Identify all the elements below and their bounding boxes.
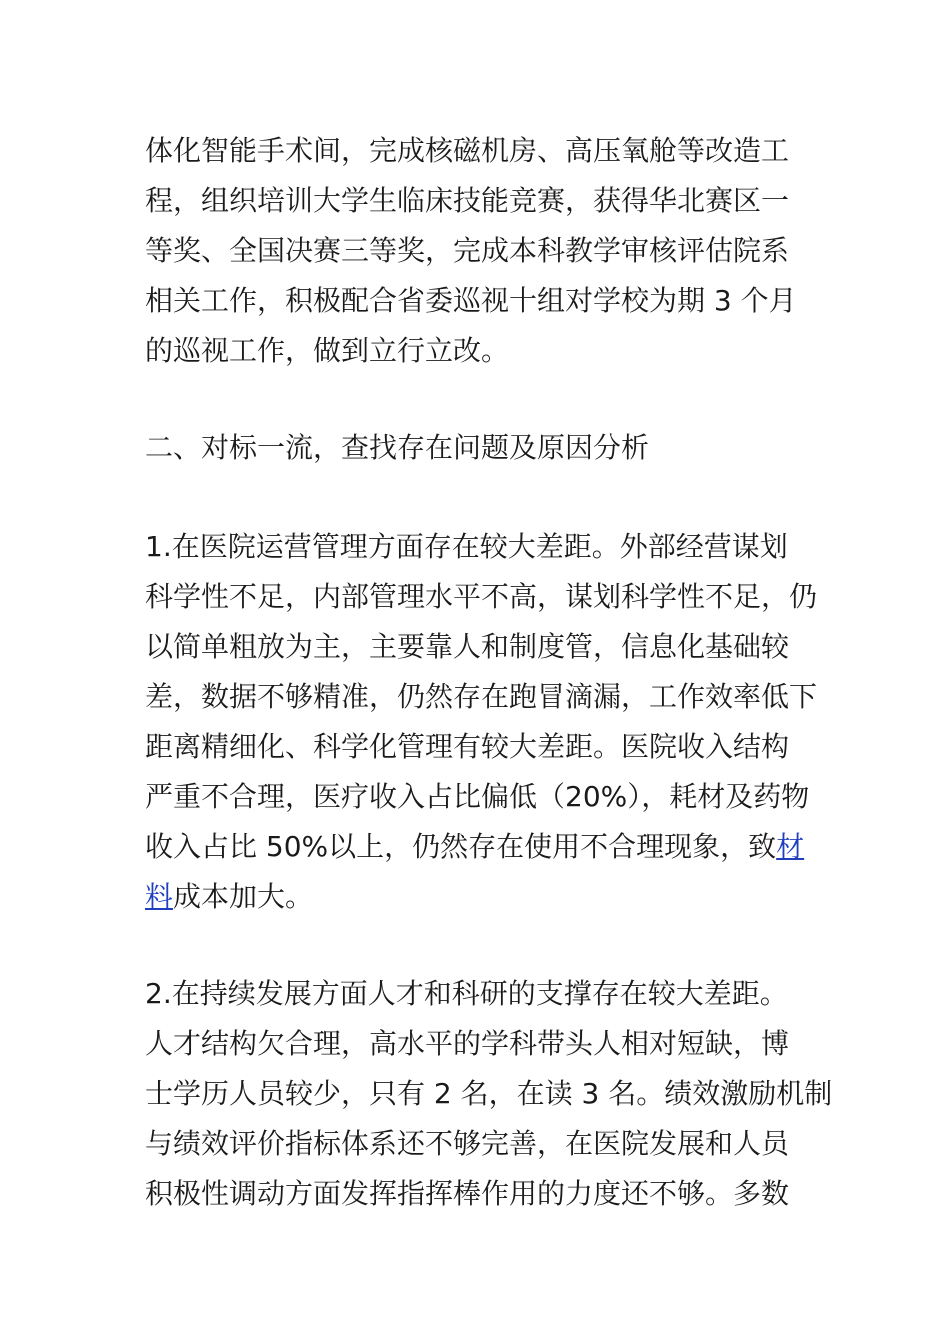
section-heading-block — [145, 423, 810, 473]
text-segment: 成本加大。 — [173, 880, 314, 913]
material-link-continued[interactable]: 料 — [145, 880, 174, 913]
text-line: 等奖、全国决赛三等奖，完成本科教学审核评估院系 — [145, 234, 790, 267]
text-line: 1.在医院运营管理方面存在较大差距。外部经营谋划 — [145, 530, 788, 563]
text-line — [145, 822, 810, 872]
text-line: 与绩效评价指标体系还不够完善，在医院发展和人员 — [145, 1127, 790, 1160]
text-line: 士学历人员较少，只有 2 名，在读 3 名。绩效激励机制 — [145, 1077, 833, 1110]
paragraph-talent-gap — [145, 969, 833, 1219]
text-line: 严重不合理，医疗收入占比偏低（20%），耗材及药物 — [145, 780, 810, 813]
text-line: 以简单粗放为主，主要靠人和制度管，信息化基础较 — [145, 630, 790, 663]
text-line: 2.在持续发展方面人才和科研的支撑存在较大差距。 — [145, 977, 788, 1010]
text-line: 科学性不足，内部管理水平不高，谋划科学性不足，仍 — [145, 580, 818, 613]
section-heading: 二、对标一流，查找存在问题及原因分析 — [145, 431, 650, 464]
text-line: 相关工作，积极配合省委巡视十组对学校为期 3 个月 — [145, 284, 797, 317]
text-line: 的巡视工作，做到立行立改。 — [145, 334, 510, 367]
material-link[interactable]: 材 — [776, 830, 805, 863]
text-line: 人才结构欠合理，高水平的学科带头人相对短缺，博 — [145, 1027, 790, 1060]
text-line: 距离精细化、科学化管理有较大差距。医院收入结构 — [145, 730, 790, 763]
paragraph-achievements — [145, 126, 810, 376]
text-line: 差，数据不够精准，仍然存在跑冒滴漏，工作效率低下 — [145, 680, 818, 713]
paragraph-operations-gap — [145, 522, 818, 922]
text-line: 体化智能手术间，完成核磁机房、高压氧舱等改造工 — [145, 134, 790, 167]
text-line: 程，组织培训大学生临床技能竞赛，获得华北赛区一 — [145, 184, 790, 217]
text-segment: 收入占比 50%以上，仍然存在使用不合理现象，致 — [145, 830, 777, 863]
text-line — [145, 872, 810, 922]
text-line: 积极性调动方面发挥指挥棒作用的力度还不够。多数 — [145, 1177, 790, 1210]
